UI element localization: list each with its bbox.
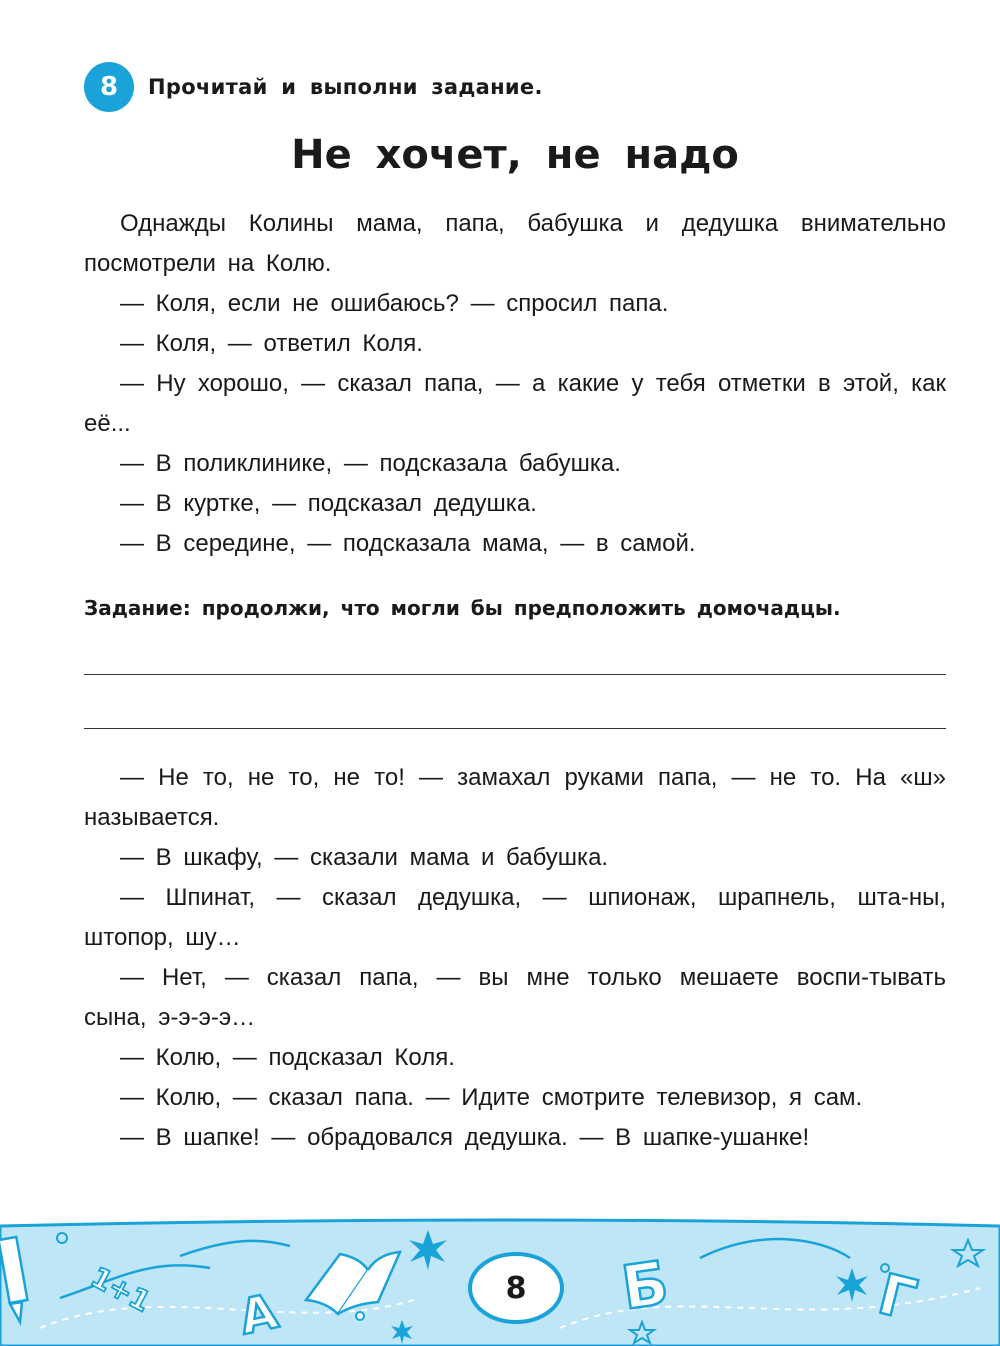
paragraph: — Колю, — сказал папа. — Идите смотрите телевизор, я сам. <box>120 1084 863 1111</box>
circle-decor <box>356 1312 364 1320</box>
paragraph: — Ну хорошо, — сказал папа, — а какие у тебя отметки в этой, как её... <box>84 370 946 437</box>
decor-letter-b: Б <box>617 1248 673 1324</box>
answer-line-1[interactable] <box>84 674 946 675</box>
paragraph: — В середине, — подсказала мама, — в самой. <box>120 530 696 557</box>
paragraph: — Не то, не то, не то! — замахал руками папа, — не то. На «ш» называется. <box>84 764 946 831</box>
assignment-text: Задание: продолжи, что могли бы предположить домочадцы. <box>84 596 841 620</box>
paragraph: — Шпинат, — сказал дедушка, — шпионаж, шрапнель, шта-ны, штопор, шу… <box>84 884 946 951</box>
task-number-badge: 8 <box>84 62 134 112</box>
paragraph: — Коля, если не ошибаюсь? — спросил папа. <box>120 290 669 317</box>
paragraph: — В поликлинике, — подсказала бабушка. <box>120 450 621 477</box>
story-title: Не хочет, не надо <box>291 132 739 178</box>
story-text-part2 <box>84 758 946 1158</box>
decor-formula: 1+1 <box>85 1260 157 1319</box>
paragraph: — Нет, — сказал папа, — вы мне только мешаете воспи-тывать сына, э-э-э-э… <box>84 964 946 1031</box>
page-number: 8 <box>505 1270 527 1306</box>
paragraph: — В шапке! — обрадовался дедушка. — В шапке-ушанке! <box>120 1124 810 1151</box>
story-text-part1 <box>84 204 946 564</box>
decor-letter-a: А <box>234 1283 283 1346</box>
paragraph: — В куртке, — подсказал дедушка. <box>120 490 537 517</box>
task-instruction: Прочитай и выполни задание. <box>148 75 543 99</box>
paragraph: — Колю, — подсказал Коля. <box>120 1044 455 1071</box>
paragraph: — Коля, — ответил Коля. <box>120 330 423 357</box>
decor-letter-g: Г <box>872 1262 923 1334</box>
paragraph: — В шкафу, — сказали мама и бабушка. <box>120 844 609 871</box>
task-header <box>84 60 543 114</box>
answer-line-2[interactable] <box>84 728 946 729</box>
paragraph: Однажды Колины мама, папа, бабушка и дедушка внимательно посмотрели на Колю. <box>84 210 946 277</box>
